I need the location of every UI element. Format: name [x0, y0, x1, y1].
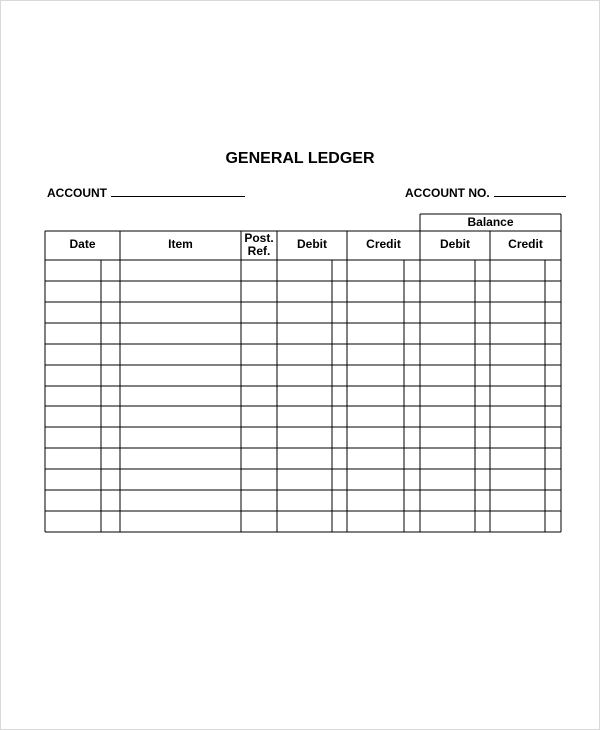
- post-ref-line1: Post.: [244, 231, 274, 245]
- column-header-debit: Debit: [297, 237, 327, 251]
- column-header-balance-debit: Debit: [440, 237, 470, 251]
- column-header-date: Date: [69, 237, 96, 251]
- account-no-label: ACCOUNT NO.: [405, 186, 490, 200]
- column-header-credit: Credit: [366, 237, 401, 251]
- post-ref-line2: Ref.: [247, 244, 271, 258]
- page-title: GENERAL LEDGER: [225, 150, 375, 167]
- column-header-item: Item: [168, 237, 193, 251]
- column-header-post-ref: [241, 232, 277, 258]
- account-label: ACCOUNT: [47, 186, 107, 200]
- balance-header: Balance: [467, 215, 514, 229]
- column-header-balance-credit: Credit: [508, 237, 543, 251]
